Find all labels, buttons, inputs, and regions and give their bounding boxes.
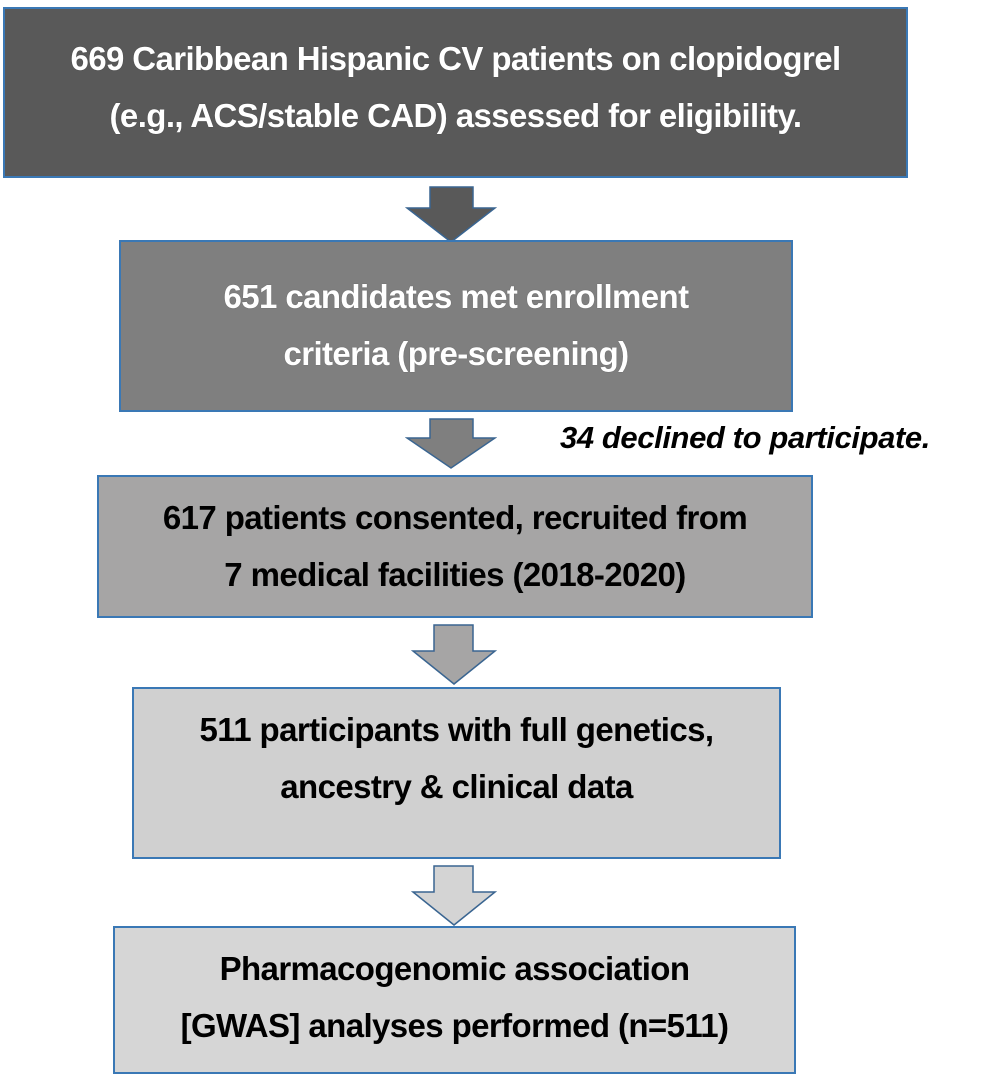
box-text-line: 669 Caribbean Hispanic CV patients on clopidogrel (70, 40, 841, 77)
box-text-line: 651 candidates met enrollment (223, 278, 689, 315)
box-text-line: ancestry & clinical data (280, 768, 633, 805)
box-text-line: [GWAS] analyses performed (n=511) (180, 1007, 729, 1044)
box-text-line: 7 medical facilities (2018-2020) (224, 556, 686, 593)
declined-annotation: 34 declined to participate. (560, 420, 930, 455)
down-arrow-icon (405, 418, 497, 470)
flow-box-consented (97, 475, 813, 618)
flow-box-full-data (132, 687, 781, 859)
flow-box-analysis (113, 926, 796, 1074)
box-text-line: (e.g., ACS/stable CAD) assessed for eligibility. (109, 97, 802, 134)
down-arrow-icon (411, 865, 497, 927)
flow-box-pre-screening (119, 240, 793, 412)
box-text-line: 617 patients consented, recruited from (162, 499, 748, 536)
flow-box-eligibility (3, 7, 908, 178)
box-text-line: 511 participants with full genetics, (199, 711, 714, 748)
box-text-line: Pharmacogenomic association (219, 950, 690, 987)
down-arrow-icon (405, 186, 497, 244)
down-arrow-icon (411, 624, 497, 686)
box-text-line: criteria (pre-screening) (283, 335, 629, 372)
